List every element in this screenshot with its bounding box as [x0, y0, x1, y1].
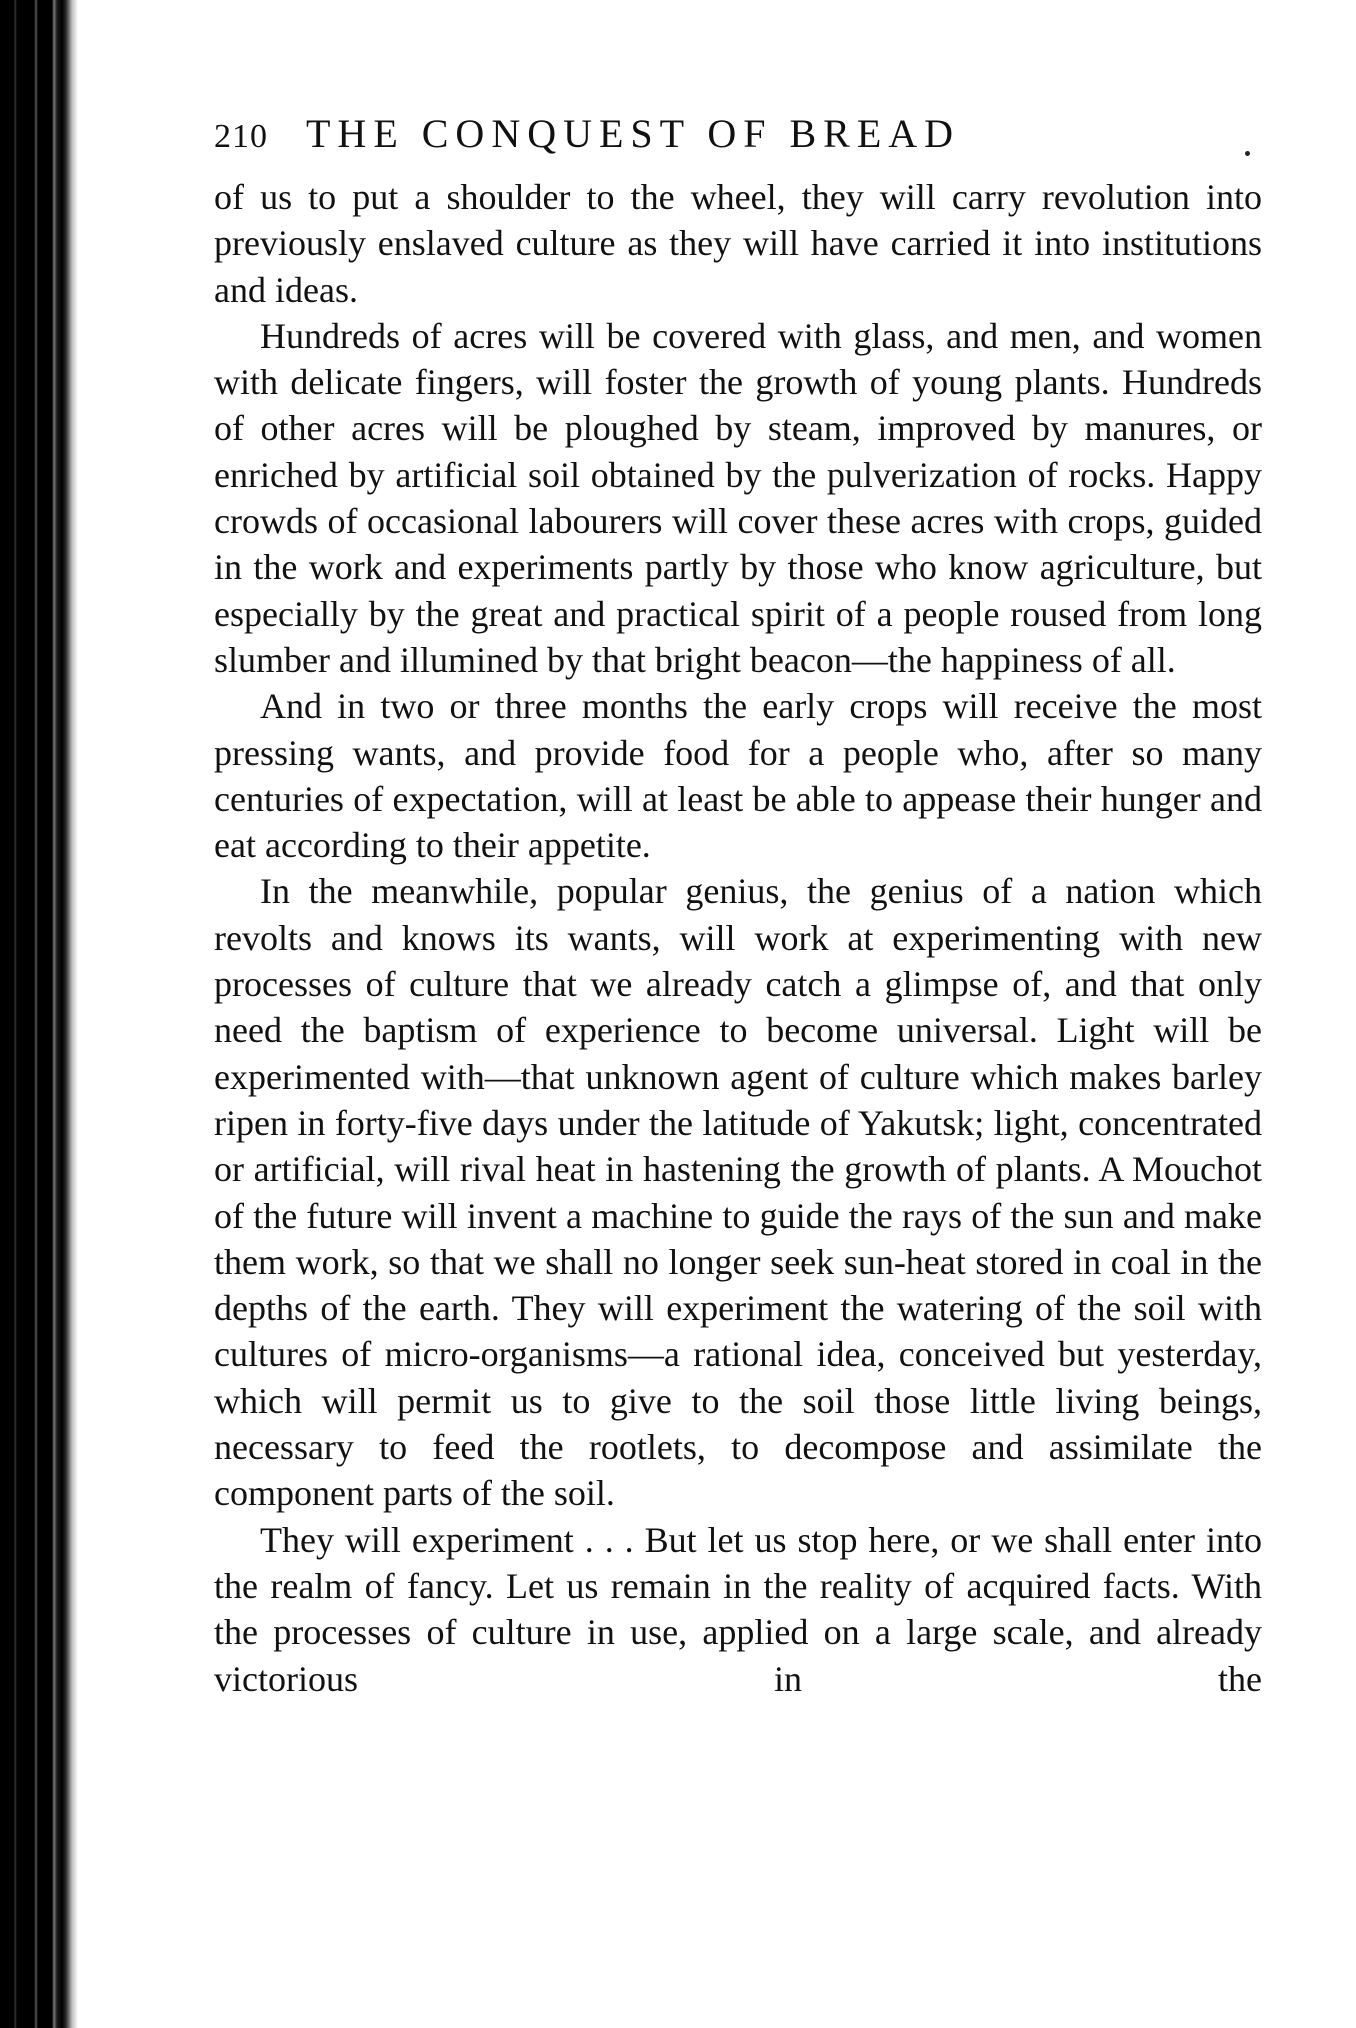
- book-binding-edge: [0, 0, 78, 2028]
- paragraph-popular-genius: In the meanwhile, popular genius, the genius of a nation which revolts and knows its wants, will work at experimenting with new processes of culture that we already catch a glimpse of, and that only need the baptism of experience to become universal. Light will be experimented with—that unknown agent of culture which makes barley ripen in forty-five days under the latitude of Yakutsk; light, concentrated or artificial, will rival heat in hastening the growth of plants. A Mouchot of the future will invent a machine to guide the rays of the sun and make them work, so that we shall no longer seek sun-heat stored in coal in the depths of the earth. They will experiment the watering of the soil with cultures of micro-organisms—a rational idea, conceived but yesterday, which will permit us to give to the soil those little living beings, necessary to feed the rootlets, to decompose and assimilate the component parts of the soil.: [214, 871, 1262, 1514]
- paragraph-early-crops: And in two or three months the early crops will receive the most pressing wants, and provide food for a people who, after so many centuries of expectation, will at least be able to appease their hunger and eat according to their appetite.: [214, 686, 1262, 866]
- book-page: [214, 110, 1262, 1702]
- page-number: 210: [214, 118, 268, 155]
- running-header: [214, 110, 1262, 170]
- body-text: [214, 174, 1262, 1702]
- paragraph-experiment-continues: They will experiment . . . But let us stop here, or we shall enter into the realm of fancy. Let us remain in the reality of acquired facts. With the processes of culture in use, applied on a large scale, and already victorious in the: [214, 1519, 1262, 1699]
- running-title: THE CONQUEST OF BREAD: [306, 111, 961, 156]
- paragraph-continued: of us to put a shoulder to the wheel, they will carry revolution into previously enslaved culture as they will have carried it into institutions and ideas.: [214, 177, 1262, 310]
- paragraph-glass-acres: Hundreds of acres will be covered with glass, and men, and women with delicate fingers, will foster the growth of young plants. Hundreds of other acres will be ploughed by steam, improved by manures, or enriched by artificial soil obtained by the pulverization of rocks. Happy crowds of occasional labourers will cover these acres with crops, guided in the work and experiments partly by those who know agriculture, but especially by the great and practical spirit of a people roused from long slumber and illumined by that bright beacon—the happiness of all.: [214, 315, 1262, 680]
